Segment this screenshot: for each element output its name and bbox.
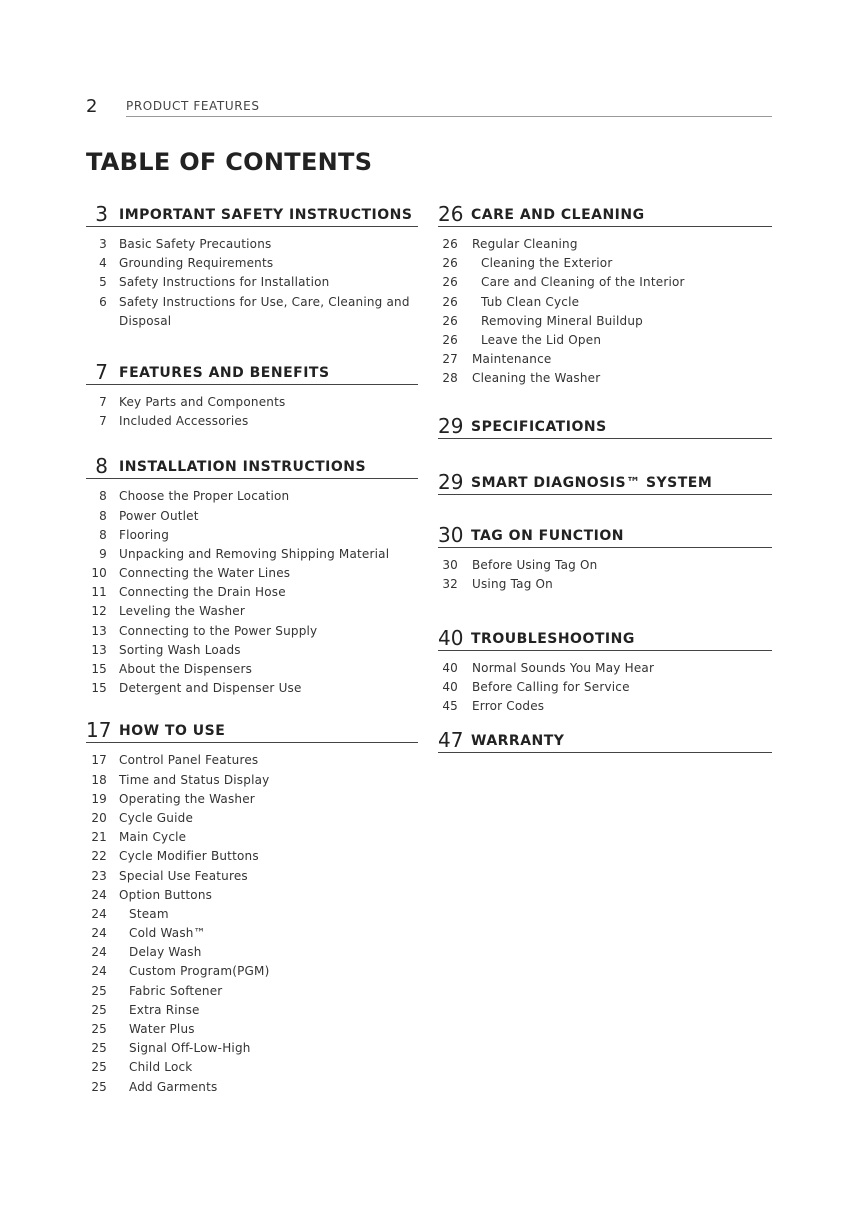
toc-entry[interactable] [86, 751, 418, 770]
toc-entry-title: Using Tag On [472, 576, 553, 591]
header-rule [126, 116, 772, 117]
toc-entry-page-number: 24 [91, 906, 107, 921]
toc-entry-title: Power Outlet [119, 508, 199, 523]
toc-section [438, 203, 772, 389]
toc-entry-page-number: 18 [91, 772, 107, 787]
toc-entry-title: Water Plus [129, 1022, 195, 1037]
toc-entry-title: Care and Cleaning of the Interior [481, 275, 685, 290]
toc-section-title: IMPORTANT SAFETY INSTRUCTIONS [119, 207, 413, 223]
toc-entry[interactable] [86, 293, 418, 331]
toc-entry[interactable] [86, 1001, 418, 1020]
toc-entry-page-number: 19 [91, 791, 107, 806]
toc-entry-title: Error Codes [472, 699, 545, 714]
toc-column-right [438, 203, 772, 753]
toc-entry-list [438, 651, 772, 717]
toc-entry[interactable] [438, 312, 772, 331]
toc-entry-page-number: 26 [442, 256, 458, 271]
toc-entry-title: Control Panel Features [119, 753, 259, 768]
toc-entry[interactable] [438, 350, 772, 369]
toc-entry-list [86, 479, 418, 698]
toc-section-page-number: 7 [95, 359, 108, 384]
toc-entry-title: Connecting the Drain Hose [119, 585, 286, 600]
toc-entry[interactable] [86, 982, 418, 1001]
toc-entry[interactable] [438, 235, 772, 254]
toc-section-title: TROUBLESHOOTING [471, 630, 635, 647]
toc-entry-page-number: 32 [442, 576, 458, 591]
toc-section-heading[interactable] [438, 415, 772, 439]
toc-entry-page-number: 25 [91, 1002, 107, 1017]
toc-entry-list [86, 227, 418, 331]
toc-entry[interactable] [438, 293, 772, 312]
page-number: 2 [86, 96, 98, 117]
toc-entry-page-number: 26 [442, 332, 458, 347]
toc-entry-title: Maintenance [472, 352, 552, 367]
toc-entry-page-number: 7 [99, 414, 107, 429]
toc-entry[interactable] [438, 331, 772, 350]
toc-entry-page-number: 25 [91, 1079, 107, 1094]
toc-entry[interactable] [86, 1020, 418, 1039]
toc-entry[interactable] [86, 847, 418, 866]
toc-section-page-number: 3 [95, 202, 108, 226]
toc-entry-list [438, 548, 772, 594]
toc-entry-page-number: 11 [91, 585, 107, 600]
toc-entry[interactable] [86, 641, 418, 660]
toc-section-heading[interactable] [86, 455, 418, 479]
toc-section-page-number: 29 [438, 413, 464, 438]
toc-entry[interactable] [86, 393, 418, 412]
toc-entry[interactable] [438, 659, 772, 678]
toc-section-page-number: 29 [438, 469, 464, 494]
toc-section [438, 415, 772, 439]
toc-entry-title: Unpacking and Removing Shipping Material [119, 546, 390, 561]
toc-entry[interactable] [438, 273, 772, 292]
toc-column-left [86, 203, 418, 1097]
toc-entry-page-number: 15 [91, 662, 107, 677]
toc-section-page-number: 40 [438, 625, 464, 650]
toc-entry-page-number: 25 [91, 1060, 107, 1075]
toc-section-heading[interactable] [438, 627, 772, 651]
toc-entry-page-number: 6 [99, 294, 107, 309]
toc-section-page-number: 26 [438, 202, 464, 226]
toc-entry-page-number: 40 [442, 660, 458, 675]
toc-entry-page-number: 27 [442, 352, 458, 367]
toc-entry-page-number: 24 [91, 887, 107, 902]
toc-entry[interactable] [86, 1078, 418, 1097]
toc-entry[interactable] [438, 556, 772, 575]
toc-entry[interactable] [86, 273, 418, 292]
toc-entry[interactable] [86, 660, 418, 679]
toc-entry-title: Cleaning the Washer [472, 371, 601, 386]
toc-section-heading[interactable] [86, 719, 418, 743]
toc-entry-title: Normal Sounds You May Hear [472, 660, 655, 675]
toc-entry-title: Choose the Proper Location [119, 489, 290, 504]
toc-section-heading[interactable] [438, 524, 772, 548]
toc-entry[interactable] [86, 526, 418, 545]
toc-entry[interactable] [86, 809, 418, 828]
toc-entry-page-number: 17 [91, 753, 107, 768]
toc-section [438, 471, 772, 495]
toc-entry-title: Main Cycle [119, 830, 187, 845]
toc-entry-page-number: 12 [91, 604, 107, 619]
toc-entry-title: Safety Instructions for Use, Care, Cleaning and Disposal [119, 294, 410, 328]
toc-entry-title: Connecting the Water Lines [119, 566, 291, 581]
toc-entry[interactable] [86, 790, 418, 809]
toc-section [438, 627, 772, 717]
toc-entry-title: Option Buttons [119, 887, 213, 902]
toc-entry-title: Cold Wash™ [129, 926, 206, 941]
toc-entry-page-number: 26 [442, 294, 458, 309]
toc-entry-page-number: 13 [91, 623, 107, 638]
toc-entry[interactable] [86, 487, 418, 506]
toc-entry-title: Child Lock [129, 1060, 193, 1075]
toc-section [86, 719, 418, 1096]
toc-entry[interactable] [86, 867, 418, 886]
toc-entry-page-number: 20 [91, 810, 107, 825]
toc-entry[interactable] [86, 679, 418, 698]
toc-entry-page-number: 26 [442, 275, 458, 290]
toc-entry[interactable] [438, 369, 772, 388]
toc-entry-title: Fabric Softener [129, 983, 223, 998]
toc-entry[interactable] [86, 828, 418, 847]
toc-section-title: HOW TO USE [119, 723, 226, 740]
toc-entry-title: Flooring [119, 527, 170, 542]
toc-entry[interactable] [86, 1058, 418, 1077]
toc-section-title: CARE AND CLEANING [471, 207, 645, 223]
toc-section-title: TAG ON FUNCTION [471, 527, 624, 544]
toc-entry-page-number: 40 [442, 680, 458, 695]
toc-section [438, 729, 772, 753]
toc-entry-list [438, 227, 772, 389]
toc-entry-title: Key Parts and Components [119, 394, 286, 409]
toc-section-title: SMART DIAGNOSIS™ SYSTEM [471, 474, 713, 491]
toc-entry-title: Cycle Guide [119, 810, 194, 825]
toc-entry[interactable] [86, 545, 418, 564]
toc-entry-title: Before Using Tag On [472, 557, 598, 572]
toc-entry-page-number: 10 [91, 566, 107, 581]
toc-section-heading[interactable] [438, 471, 772, 495]
toc-entry-title: Signal Off-Low-High [129, 1041, 251, 1056]
toc-entry[interactable] [86, 943, 418, 962]
toc-section [86, 203, 418, 331]
toc-section-heading[interactable] [438, 729, 772, 753]
toc-section-page-number: 47 [438, 728, 464, 753]
toc-entry-title: Tub Clean Cycle [481, 294, 580, 309]
toc-section-title: FEATURES AND BENEFITS [119, 364, 330, 381]
toc-section-page-number: 17 [86, 718, 112, 743]
toc-section-heading[interactable] [438, 203, 772, 227]
toc-entry-title: Before Calling for Service [472, 680, 630, 695]
toc-entry[interactable] [86, 905, 418, 924]
toc-entry-page-number: 15 [91, 681, 107, 696]
toc-entry-list [86, 743, 418, 1096]
toc-entry-page-number: 25 [91, 1041, 107, 1056]
toc-section-title: SPECIFICATIONS [471, 418, 607, 435]
toc-entry-title: Leave the Lid Open [481, 332, 602, 347]
toc-entry-page-number: 5 [99, 275, 107, 290]
toc-entry-title: Special Use Features [119, 868, 248, 883]
toc-section [438, 524, 772, 594]
toc-entry[interactable] [86, 924, 418, 943]
toc-entry-page-number: 7 [99, 394, 107, 409]
toc-entry[interactable] [86, 886, 418, 905]
toc-entry-page-number: 3 [99, 237, 107, 251]
toc-entry-title: Custom Program(PGM) [129, 964, 270, 979]
toc-section [86, 361, 418, 431]
toc-entry[interactable] [438, 678, 772, 697]
toc-entry-page-number: 25 [91, 983, 107, 998]
toc-entry-page-number: 8 [99, 508, 107, 523]
toc-entry-page-number: 24 [91, 945, 107, 960]
toc-section-heading[interactable] [86, 361, 418, 385]
toc-entry[interactable] [86, 771, 418, 790]
toc-entry-title: Time and Status Display [119, 772, 270, 787]
toc-entry-list [86, 385, 418, 431]
toc-entry-title: Detergent and Dispenser Use [119, 681, 302, 696]
header-section-label: PRODUCT FEATURES [126, 99, 260, 113]
toc-entry[interactable] [86, 412, 418, 431]
toc-section-page-number: 30 [438, 522, 464, 547]
toc-entry-page-number: 45 [442, 699, 458, 714]
toc-entry-page-number: 8 [99, 527, 107, 542]
toc-entry[interactable] [86, 254, 418, 273]
toc-entry-title: Delay Wash [129, 945, 202, 960]
toc-entry-title: Leveling the Washer [119, 604, 245, 619]
page-title: TABLE OF CONTENTS [86, 148, 373, 176]
toc-entry-page-number: 23 [91, 868, 107, 883]
toc-entry-title: Connecting to the Power Supply [119, 623, 318, 638]
toc-section [86, 455, 418, 698]
toc-entry[interactable] [86, 622, 418, 641]
toc-entry[interactable] [438, 575, 772, 594]
toc-entry-page-number: 25 [91, 1022, 107, 1037]
toc-entry-page-number: 13 [91, 642, 107, 657]
toc-entry-page-number: 4 [99, 256, 107, 271]
toc-entry-page-number: 24 [91, 926, 107, 941]
toc-entry-title: Extra Rinse [129, 1002, 200, 1017]
page-header [86, 96, 772, 118]
toc-entry[interactable] [86, 235, 418, 254]
toc-entry-title: Add Garments [129, 1079, 218, 1094]
toc-entry-title: Grounding Requirements [119, 256, 274, 271]
toc-entry-title: Operating the Washer [119, 791, 255, 806]
toc-entry[interactable] [86, 583, 418, 602]
toc-entry[interactable] [86, 602, 418, 621]
toc-entry-page-number: 30 [442, 557, 458, 572]
toc-entry-title: Safety Instructions for Installation [119, 275, 330, 290]
toc-entry-page-number: 8 [99, 489, 107, 504]
toc-entry-title: Cleaning the Exterior [481, 256, 613, 271]
toc-entry-page-number: 22 [91, 849, 107, 864]
toc-entry[interactable] [438, 697, 772, 716]
toc-section-title: WARRANTY [471, 733, 565, 750]
toc-entry-page-number: 28 [442, 371, 458, 386]
toc-entry-title: Sorting Wash Loads [119, 642, 241, 657]
toc-entry-title: Removing Mineral Buildup [481, 313, 643, 328]
toc-entry-title: Included Accessories [119, 414, 249, 429]
toc-entry-title: Cycle Modifier Buttons [119, 849, 259, 864]
toc-section-title: INSTALLATION INSTRUCTIONS [119, 459, 367, 476]
toc-section-heading[interactable] [86, 203, 418, 227]
toc-entry[interactable] [86, 564, 418, 583]
toc-entry-page-number: 9 [99, 546, 107, 561]
toc-entry-title: Basic Safety Precautions [119, 237, 272, 251]
toc-entry-page-number: 26 [442, 313, 458, 328]
toc-entry-title: About the Dispensers [119, 662, 253, 677]
toc-entry[interactable] [86, 1039, 418, 1058]
toc-entry-title: Regular Cleaning [472, 237, 578, 251]
toc-entry[interactable] [86, 507, 418, 526]
toc-entry-page-number: 26 [442, 237, 458, 251]
toc-entry-title: Steam [129, 906, 169, 921]
toc-section-page-number: 8 [95, 454, 108, 479]
toc-entry[interactable] [86, 962, 418, 981]
toc-entry-page-number: 24 [91, 964, 107, 979]
toc-entry-page-number: 21 [91, 830, 107, 845]
toc-entry[interactable] [438, 254, 772, 273]
